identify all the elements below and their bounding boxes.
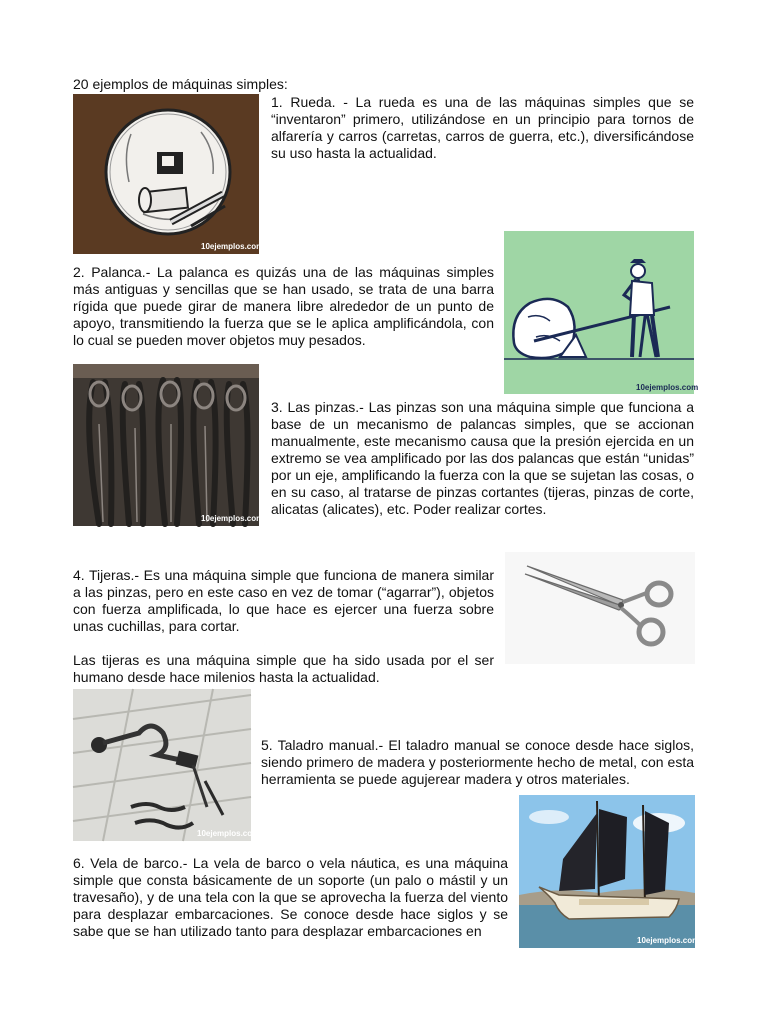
scissors-photo-icon (505, 552, 695, 664)
watermark: 10ejemplos.com (637, 936, 700, 945)
sailboat-image (519, 795, 700, 948)
stone-wheel-drawing-icon (73, 94, 259, 254)
watermark: 10ejemplos.com (197, 829, 260, 838)
watermark: 10ejemplos.com (201, 514, 264, 523)
hand-drill-photo-icon (73, 689, 251, 841)
page-heading: 20 ejemplos de máquinas simples: (73, 76, 288, 92)
item-taladro-text: 5. Taladro manual.- El taladro manual se conoce desde hace siglos, siendo primero de madera y posteriormente hecho de metal, con esta herramienta se puede agujerear madera y otros materiales. (261, 737, 694, 787)
lever-drawing-icon (504, 231, 694, 394)
item-vela-text: 6. Vela de barco.- La vela de barco o vela náutica, es una máquina simple que consta básicamente de un soporte (un palo o mástil y un travesaño), y de una tela con la que se aprovecha la fuerza del viento para desplazar embarcaciones. Se conoce desde hace siglos y se sabe que se han utilizado tanto para desplazar embarcaciones en (73, 855, 508, 939)
scissors-image (505, 552, 695, 664)
pincers-image (73, 364, 264, 526)
hand-drill-image (73, 689, 260, 841)
wheel-image (73, 94, 264, 254)
item-tijeras-text: 4. Tijeras.- Es una máquina simple que funciona de manera similar a las pinzas, pero en este caso en vez de tomar (“agarrar”), objetos con fuerza amplificada, lo que hace es ejercer una fuerza sobre unas cuchillas, para cortar. (73, 567, 494, 634)
sailboat-photo-icon (519, 795, 695, 948)
item-pinzas-text: 3. Las pinzas.- Las pinzas son una máquina simple que funciona a base de un mecanismo de palancas simples, que se accionan manualmente, este mecanismo causa que la presión ejercida en un extremo se vea amplificado por las dos palancas que están “unidas” por un eje, amplificando la fuerza con la que se sujetan las cosas, o en su caso, al tratarse de pinzas cortantes (tijeras, pinzas de corte, alicatas (alicates), etc. Poder realizar cortes. (271, 399, 694, 517)
watermark: 10ejemplos.com (201, 242, 264, 251)
pincers-photo-icon (73, 364, 259, 526)
item-palanca-text: 2. Palanca.- La palanca es quizás una de las máquinas simples más antiguas y sencillas que se han usado, se trata de una barra rígida que puede girar de manera libre alrededor de un punto de apoyo, transmitiendo la fuerza que se le aplica amplificándola, con lo cual se pueden mover objetos muy pesados. (73, 264, 494, 348)
item-tijeras-text-2: Las tijeras es una máquina simple que ha sido usada por el ser humano desde hace milenios hasta la actualidad. (73, 652, 494, 685)
item-rueda-text: 1. Rueda. - La rueda es una de las máquinas simples que se “inventaron” primero, utilizándose en un principio para tornos de alfarería y carros (carretas, carros de guerra, etc.), diversificándose su uso hasta la actualidad. (271, 94, 694, 161)
watermark: 10ejemplos.com (636, 383, 699, 392)
lever-image (504, 231, 699, 394)
